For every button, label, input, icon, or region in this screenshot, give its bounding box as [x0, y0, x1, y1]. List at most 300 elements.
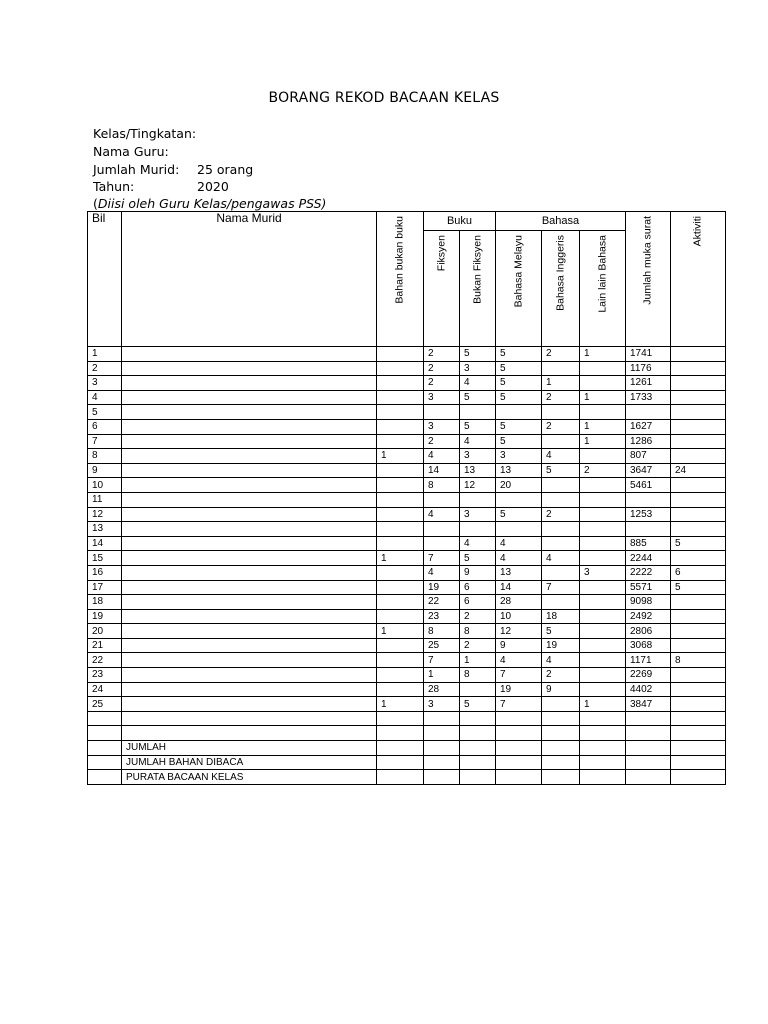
cell-nama-murid	[122, 668, 377, 683]
cell-bukan-fiksyen: 3	[460, 449, 496, 464]
cell-bahasa-inggeris	[542, 405, 580, 420]
cell-bil: 9	[88, 463, 122, 478]
cell-bahan-bukan-buku	[377, 565, 424, 580]
cell-aktiviti	[671, 376, 726, 391]
cell-bil: 16	[88, 565, 122, 580]
cell-nama-murid	[122, 449, 377, 464]
cell-nama-murid	[122, 609, 377, 624]
cell-aktiviti	[671, 361, 726, 376]
cell-nama-murid	[122, 434, 377, 449]
cell-aktiviti	[671, 755, 726, 770]
cell-bahasa-inggeris	[542, 536, 580, 551]
cell-lain-bahasa	[580, 376, 626, 391]
table-row	[88, 390, 726, 405]
cell-bukan-fiksyen: 4	[460, 434, 496, 449]
cell-bahan-bukan-buku	[377, 580, 424, 595]
table-row	[88, 638, 726, 653]
cell-nama-murid	[122, 565, 377, 580]
cell-bahasa-inggeris: 5	[542, 463, 580, 478]
cell-lain-bahasa	[580, 595, 626, 610]
header-aktiviti: Aktiviti	[671, 212, 726, 347]
cell-aktiviti	[671, 492, 726, 507]
cell-bahasa-inggeris: 4	[542, 551, 580, 566]
table-row	[88, 624, 726, 639]
cell-aktiviti	[671, 390, 726, 405]
cell-fiksyen	[424, 755, 460, 770]
cell-fiksyen: 23	[424, 609, 460, 624]
cell-nama-murid	[122, 390, 377, 405]
murid-field	[93, 162, 254, 177]
cell-jumlah-muka-surat: 5461	[626, 478, 671, 493]
cell-bahan-bukan-buku	[377, 434, 424, 449]
table-row	[88, 492, 726, 507]
cell-bahasa-inggeris	[542, 711, 580, 726]
cell-jumlah-muka-surat: 2244	[626, 551, 671, 566]
cell-fiksyen: 1	[424, 668, 460, 683]
cell-aktiviti	[671, 419, 726, 434]
cell-bahan-bukan-buku	[377, 463, 424, 478]
cell-bahasa-inggeris	[542, 478, 580, 493]
cell-bahasa-melayu: 7	[496, 697, 542, 712]
cell-aktiviti	[671, 711, 726, 726]
cell-bukan-fiksyen: 13	[460, 463, 496, 478]
cell-nama-murid	[122, 682, 377, 697]
guru-label: Nama Guru:	[93, 144, 169, 159]
cell-nama-murid	[122, 478, 377, 493]
cell-aktiviti	[671, 478, 726, 493]
cell-bahasa-melayu: 12	[496, 624, 542, 639]
cell-lain-bahasa	[580, 361, 626, 376]
cell-bil: 15	[88, 551, 122, 566]
murid-label: Jumlah Murid:	[93, 162, 180, 177]
cell-bil: 10	[88, 478, 122, 493]
cell-bil: 4	[88, 390, 122, 405]
cell-bahasa-inggeris: 18	[542, 609, 580, 624]
cell-bukan-fiksyen	[460, 755, 496, 770]
cell-bahasa-melayu	[496, 711, 542, 726]
cell-bukan-fiksyen: 8	[460, 624, 496, 639]
cell-jumlah-muka-surat: 1176	[626, 361, 671, 376]
cell-bahan-bukan-buku	[377, 507, 424, 522]
form-note	[93, 196, 326, 211]
cell-bahasa-melayu	[496, 770, 542, 785]
cell-bil: 5	[88, 405, 122, 420]
cell-bahasa-inggeris	[542, 741, 580, 756]
cell-bukan-fiksyen: 5	[460, 551, 496, 566]
cell-bahan-bukan-buku	[377, 668, 424, 683]
cell-lain-bahasa	[580, 551, 626, 566]
cell-bil	[88, 755, 122, 770]
cell-jumlah-muka-surat: 1286	[626, 434, 671, 449]
cell-lain-bahasa: 2	[580, 463, 626, 478]
table-row	[88, 434, 726, 449]
tahun-label: Tahun:	[93, 179, 135, 194]
header-buku: Buku	[424, 212, 496, 231]
cell-jumlah-muka-surat: 1253	[626, 507, 671, 522]
cell-bukan-fiksyen	[460, 741, 496, 756]
cell-jumlah-muka-surat	[626, 770, 671, 785]
cell-bahasa-inggeris	[542, 492, 580, 507]
cell-bahasa-melayu: 3	[496, 449, 542, 464]
cell-lain-bahasa	[580, 449, 626, 464]
cell-bahasa-melayu: 28	[496, 595, 542, 610]
cell-bahasa-inggeris: 2	[542, 390, 580, 405]
tahun-value: 2020	[197, 179, 229, 194]
cell-bahasa-melayu: 9	[496, 638, 542, 653]
cell-fiksyen	[424, 522, 460, 537]
cell-bahan-bukan-buku	[377, 609, 424, 624]
cell-nama-murid	[122, 376, 377, 391]
cell-bil: 25	[88, 697, 122, 712]
cell-bahan-bukan-buku	[377, 711, 424, 726]
cell-lain-bahasa	[580, 624, 626, 639]
cell-bukan-fiksyen: 5	[460, 419, 496, 434]
cell-bahasa-melayu	[496, 522, 542, 537]
cell-bahan-bukan-buku	[377, 682, 424, 697]
cell-bil: 7	[88, 434, 122, 449]
cell-lain-bahasa	[580, 741, 626, 756]
table-row	[88, 522, 726, 537]
cell-bukan-fiksyen	[460, 726, 496, 741]
cell-bahasa-melayu: 5	[496, 390, 542, 405]
cell-bahan-bukan-buku	[377, 595, 424, 610]
table-row	[88, 536, 726, 551]
table-row	[88, 347, 726, 362]
cell-bahan-bukan-buku	[377, 770, 424, 785]
cell-fiksyen	[424, 536, 460, 551]
cell-bahasa-inggeris	[542, 726, 580, 741]
cell-bukan-fiksyen: 8	[460, 668, 496, 683]
cell-bahasa-melayu: 20	[496, 478, 542, 493]
cell-bahan-bukan-buku	[377, 347, 424, 362]
cell-bil: 2	[88, 361, 122, 376]
cell-bukan-fiksyen: 2	[460, 609, 496, 624]
cell-bukan-fiksyen: 4	[460, 376, 496, 391]
cell-nama-murid	[122, 405, 377, 420]
cell-fiksyen: 25	[424, 638, 460, 653]
cell-nama-murid	[122, 711, 377, 726]
cell-bahasa-melayu: 5	[496, 434, 542, 449]
cell-nama-murid	[122, 726, 377, 741]
cell-jumlah-muka-surat: 2269	[626, 668, 671, 683]
cell-fiksyen: 4	[424, 565, 460, 580]
murid-value: 25 orang	[197, 162, 254, 177]
cell-fiksyen: 4	[424, 507, 460, 522]
cell-nama-murid	[122, 492, 377, 507]
cell-lain-bahasa	[580, 711, 626, 726]
cell-fiksyen: 4	[424, 449, 460, 464]
table-row	[88, 755, 726, 770]
cell-nama-murid	[122, 624, 377, 639]
cell-bahasa-melayu: 5	[496, 419, 542, 434]
cell-aktiviti	[671, 609, 726, 624]
cell-bahasa-inggeris: 2	[542, 668, 580, 683]
cell-bahasa-melayu: 7	[496, 668, 542, 683]
cell-lain-bahasa	[580, 507, 626, 522]
table-row	[88, 741, 726, 756]
cell-bahasa-inggeris: 2	[542, 419, 580, 434]
guru-field	[93, 144, 169, 159]
cell-aktiviti	[671, 347, 726, 362]
tahun-field	[93, 179, 229, 194]
cell-bukan-fiksyen: 6	[460, 580, 496, 595]
cell-bahasa-melayu: 4	[496, 536, 542, 551]
table-row	[88, 697, 726, 712]
cell-bahasa-inggeris	[542, 565, 580, 580]
cell-aktiviti: 5	[671, 580, 726, 595]
cell-bahasa-melayu: 5	[496, 361, 542, 376]
table-row	[88, 507, 726, 522]
cell-bahasa-inggeris: 19	[542, 638, 580, 653]
cell-bukan-fiksyen: 9	[460, 565, 496, 580]
cell-bil: 11	[88, 492, 122, 507]
cell-aktiviti	[671, 595, 726, 610]
cell-jumlah-muka-surat: 2806	[626, 624, 671, 639]
cell-bil	[88, 770, 122, 785]
table-row	[88, 668, 726, 683]
cell-nama-murid: PURATA BACAAN KELAS	[122, 770, 377, 785]
cell-bahan-bukan-buku	[377, 536, 424, 551]
cell-aktiviti	[671, 522, 726, 537]
cell-jumlah-muka-surat: 9098	[626, 595, 671, 610]
reading-record-table	[87, 211, 726, 785]
cell-bukan-fiksyen: 3	[460, 507, 496, 522]
cell-bahasa-melayu: 5	[496, 347, 542, 362]
cell-bukan-fiksyen: 6	[460, 595, 496, 610]
table-row	[88, 405, 726, 420]
cell-bahan-bukan-buku	[377, 726, 424, 741]
cell-jumlah-muka-surat: 1741	[626, 347, 671, 362]
cell-aktiviti	[671, 682, 726, 697]
table-row	[88, 653, 726, 668]
cell-bahasa-melayu: 5	[496, 507, 542, 522]
cell-bahasa-inggeris	[542, 434, 580, 449]
cell-bahasa-melayu: 10	[496, 609, 542, 624]
cell-aktiviti	[671, 741, 726, 756]
table-row	[88, 463, 726, 478]
cell-bahan-bukan-buku	[377, 653, 424, 668]
cell-aktiviti	[671, 624, 726, 639]
cell-bukan-fiksyen	[460, 770, 496, 785]
cell-bahan-bukan-buku	[377, 492, 424, 507]
cell-bahan-bukan-buku: 1	[377, 624, 424, 639]
cell-lain-bahasa: 3	[580, 565, 626, 580]
cell-aktiviti	[671, 668, 726, 683]
cell-bahasa-inggeris: 4	[542, 449, 580, 464]
cell-bil: 12	[88, 507, 122, 522]
header-bahasa-inggeris: Bahasa Inggeris	[542, 231, 580, 347]
cell-fiksyen	[424, 405, 460, 420]
cell-bil: 24	[88, 682, 122, 697]
header-jumlah-muka-surat: Jumlah muka surat	[626, 212, 671, 347]
cell-bahan-bukan-buku: 1	[377, 551, 424, 566]
table-row	[88, 478, 726, 493]
cell-fiksyen: 3	[424, 697, 460, 712]
table-row	[88, 580, 726, 595]
cell-bahasa-inggeris	[542, 361, 580, 376]
table-row	[88, 770, 726, 785]
cell-bahan-bukan-buku	[377, 405, 424, 420]
cell-lain-bahasa	[580, 755, 626, 770]
cell-bil	[88, 711, 122, 726]
note-paren: (	[93, 196, 98, 211]
cell-lain-bahasa	[580, 668, 626, 683]
cell-lain-bahasa: 1	[580, 697, 626, 712]
header-bil: Bil	[88, 212, 122, 347]
cell-fiksyen: 28	[424, 682, 460, 697]
cell-bil: 23	[88, 668, 122, 683]
cell-fiksyen: 2	[424, 361, 460, 376]
cell-jumlah-muka-surat: 1261	[626, 376, 671, 391]
cell-jumlah-muka-surat: 885	[626, 536, 671, 551]
cell-fiksyen: 14	[424, 463, 460, 478]
cell-aktiviti: 8	[671, 653, 726, 668]
table-row	[88, 595, 726, 610]
header-bukan-fiksyen: Bukan Fiksyen	[460, 231, 496, 347]
cell-bahasa-inggeris: 9	[542, 682, 580, 697]
cell-bahasa-inggeris	[542, 755, 580, 770]
cell-jumlah-muka-surat: 2222	[626, 565, 671, 580]
table-row	[88, 682, 726, 697]
cell-lain-bahasa	[580, 609, 626, 624]
cell-bahasa-melayu: 4	[496, 551, 542, 566]
cell-fiksyen	[424, 770, 460, 785]
cell-jumlah-muka-surat: 3647	[626, 463, 671, 478]
cell-fiksyen	[424, 741, 460, 756]
header-bahan-bukan-buku: Bahan bukan buku	[377, 212, 424, 347]
header-nama-murid: Nama Murid	[122, 212, 377, 347]
cell-bukan-fiksyen: 2	[460, 638, 496, 653]
table-row	[88, 376, 726, 391]
cell-bahasa-melayu	[496, 492, 542, 507]
cell-nama-murid	[122, 536, 377, 551]
cell-fiksyen: 2	[424, 376, 460, 391]
cell-fiksyen	[424, 492, 460, 507]
cell-lain-bahasa	[580, 726, 626, 741]
cell-aktiviti: 24	[671, 463, 726, 478]
cell-fiksyen	[424, 726, 460, 741]
cell-bil: 20	[88, 624, 122, 639]
cell-bahasa-inggeris: 4	[542, 653, 580, 668]
cell-bahasa-inggeris: 2	[542, 507, 580, 522]
header-bahasa-melayu: Bahasa Melayu	[496, 231, 542, 347]
cell-bukan-fiksyen	[460, 682, 496, 697]
cell-bahasa-melayu: 13	[496, 463, 542, 478]
cell-bahan-bukan-buku	[377, 376, 424, 391]
cell-nama-murid: JUMLAH BAHAN DIBACA	[122, 755, 377, 770]
cell-bahasa-inggeris	[542, 522, 580, 537]
cell-bahasa-melayu	[496, 405, 542, 420]
header-bahasa: Bahasa	[496, 212, 626, 231]
cell-fiksyen: 7	[424, 551, 460, 566]
cell-bukan-fiksyen: 1	[460, 653, 496, 668]
table-row	[88, 551, 726, 566]
cell-bahasa-inggeris	[542, 697, 580, 712]
cell-nama-murid	[122, 463, 377, 478]
cell-bahasa-inggeris	[542, 770, 580, 785]
cell-aktiviti	[671, 770, 726, 785]
cell-bahasa-inggeris	[542, 595, 580, 610]
cell-bil: 21	[88, 638, 122, 653]
cell-bahasa-melayu: 13	[496, 565, 542, 580]
cell-lain-bahasa	[580, 770, 626, 785]
cell-aktiviti	[671, 405, 726, 420]
cell-bahasa-melayu: 14	[496, 580, 542, 595]
cell-nama-murid	[122, 551, 377, 566]
cell-bil: 17	[88, 580, 122, 595]
cell-bahasa-melayu	[496, 741, 542, 756]
cell-fiksyen: 7	[424, 653, 460, 668]
cell-bahan-bukan-buku	[377, 478, 424, 493]
cell-bahasa-inggeris: 1	[542, 376, 580, 391]
cell-fiksyen: 2	[424, 434, 460, 449]
cell-bahan-bukan-buku	[377, 755, 424, 770]
cell-lain-bahasa	[580, 492, 626, 507]
cell-lain-bahasa	[580, 638, 626, 653]
cell-fiksyen: 8	[424, 478, 460, 493]
cell-nama-murid	[122, 361, 377, 376]
table-row	[88, 419, 726, 434]
cell-bil: 8	[88, 449, 122, 464]
cell-jumlah-muka-surat: 3068	[626, 638, 671, 653]
table-row	[88, 609, 726, 624]
cell-nama-murid	[122, 697, 377, 712]
table-row	[88, 361, 726, 376]
cell-jumlah-muka-surat: 1171	[626, 653, 671, 668]
cell-bahan-bukan-buku	[377, 638, 424, 653]
cell-bil: 13	[88, 522, 122, 537]
cell-jumlah-muka-surat	[626, 405, 671, 420]
cell-nama-murid	[122, 580, 377, 595]
page-title: BORANG REKOD BACAAN KELAS	[268, 90, 500, 106]
cell-jumlah-muka-surat: 5571	[626, 580, 671, 595]
cell-jumlah-muka-surat: 1627	[626, 419, 671, 434]
cell-lain-bahasa	[580, 653, 626, 668]
cell-bukan-fiksyen: 3	[460, 361, 496, 376]
cell-jumlah-muka-surat	[626, 755, 671, 770]
cell-nama-murid	[122, 419, 377, 434]
cell-bil	[88, 741, 122, 756]
cell-jumlah-muka-surat: 807	[626, 449, 671, 464]
table-row	[88, 449, 726, 464]
cell-fiksyen: 8	[424, 624, 460, 639]
cell-bahan-bukan-buku	[377, 419, 424, 434]
cell-bukan-fiksyen	[460, 405, 496, 420]
cell-bukan-fiksyen	[460, 711, 496, 726]
cell-fiksyen: 19	[424, 580, 460, 595]
cell-lain-bahasa: 1	[580, 390, 626, 405]
cell-aktiviti	[671, 434, 726, 449]
cell-bil: 19	[88, 609, 122, 624]
cell-aktiviti	[671, 507, 726, 522]
cell-lain-bahasa: 1	[580, 347, 626, 362]
cell-nama-murid	[122, 595, 377, 610]
cell-jumlah-muka-surat: 1733	[626, 390, 671, 405]
kelas-label: Kelas/Tingkatan:	[93, 126, 197, 141]
cell-bahan-bukan-buku: 1	[377, 697, 424, 712]
cell-aktiviti: 6	[671, 565, 726, 580]
header-lain-bahasa: Lain lain Bahasa	[580, 231, 626, 347]
cell-aktiviti	[671, 638, 726, 653]
cell-jumlah-muka-surat	[626, 726, 671, 741]
cell-bil: 14	[88, 536, 122, 551]
cell-bukan-fiksyen	[460, 492, 496, 507]
cell-fiksyen: 22	[424, 595, 460, 610]
cell-jumlah-muka-surat: 3847	[626, 697, 671, 712]
cell-bil: 22	[88, 653, 122, 668]
note-text: Diisi oleh Guru Kelas/pengawas PSS)	[97, 196, 327, 211]
cell-lain-bahasa: 1	[580, 419, 626, 434]
